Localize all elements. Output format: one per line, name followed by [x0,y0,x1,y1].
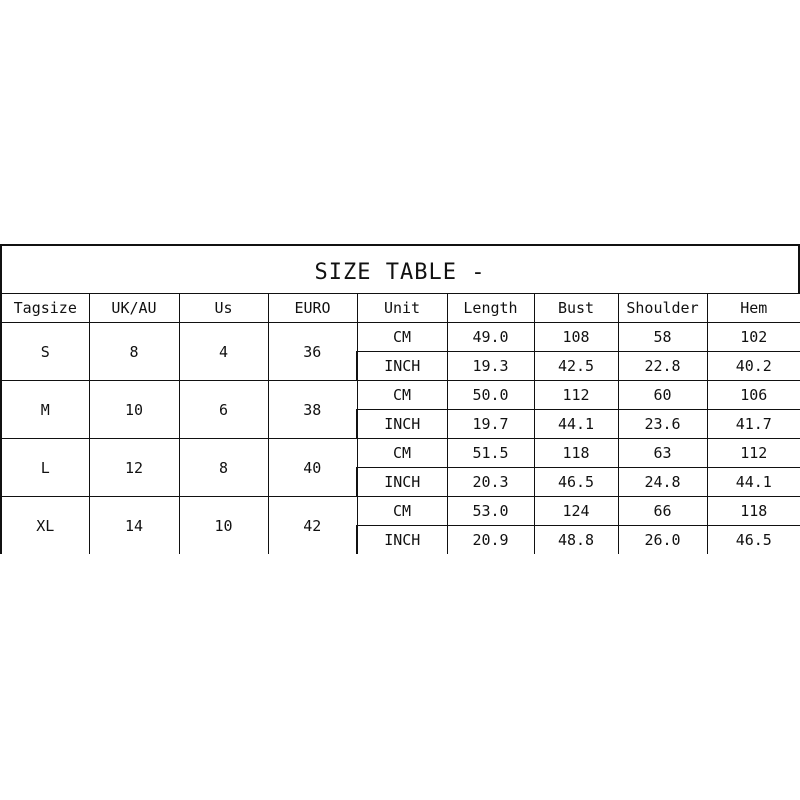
cell-bust: 42.5 [534,352,618,381]
cell-shoulder: 60 [618,381,707,410]
cell-hem: 41.7 [707,410,800,439]
cell-length: 53.0 [447,497,534,526]
cell-length: 51.5 [447,439,534,468]
header-euro: EURO [268,294,357,323]
cell-unit: INCH [357,410,447,439]
header-shoulder: Shoulder [618,294,707,323]
table-row-xl-cm [1,497,800,526]
cell-euro: 42 [268,497,357,555]
cell-shoulder: 24.8 [618,468,707,497]
cell-hem: 112 [707,439,800,468]
header-unit: Unit [357,294,447,323]
table-title: SIZE TABLE - [314,260,486,285]
title-bar [0,244,800,293]
cell-us: 8 [179,439,268,497]
cell-length: 19.3 [447,352,534,381]
cell-hem: 44.1 [707,468,800,497]
cell-length: 50.0 [447,381,534,410]
cell-unit: INCH [357,352,447,381]
table-row-m-cm [1,381,800,410]
cell-bust: 124 [534,497,618,526]
cell-unit: CM [357,323,447,352]
cell-hem: 106 [707,381,800,410]
header-bust: Bust [534,294,618,323]
cell-length: 19.7 [447,410,534,439]
cell-bust: 112 [534,381,618,410]
cell-shoulder: 63 [618,439,707,468]
header-us: Us [179,294,268,323]
cell-unit: CM [357,497,447,526]
cell-uk-au: 12 [89,439,179,497]
cell-bust: 48.8 [534,526,618,555]
cell-shoulder: 22.8 [618,352,707,381]
cell-unit: CM [357,439,447,468]
cell-unit: INCH [357,526,447,555]
cell-bust: 46.5 [534,468,618,497]
cell-euro: 38 [268,381,357,439]
cell-length: 20.3 [447,468,534,497]
cell-us: 6 [179,381,268,439]
cell-tagsize: S [1,323,89,381]
header-tagsize: Tagsize [1,294,89,323]
cell-tagsize: XL [1,497,89,555]
cell-shoulder: 58 [618,323,707,352]
cell-bust: 44.1 [534,410,618,439]
header-hem: Hem [707,294,800,323]
cell-us: 10 [179,497,268,555]
header-row [1,294,800,323]
cell-uk-au: 8 [89,323,179,381]
cell-bust: 108 [534,323,618,352]
header-uk-au: UK/AU [89,294,179,323]
cell-length: 49.0 [447,323,534,352]
cell-bust: 118 [534,439,618,468]
table-row-s-cm [1,323,800,352]
cell-tagsize: M [1,381,89,439]
cell-hem: 102 [707,323,800,352]
size-table [0,293,800,554]
table-row-l-cm [1,439,800,468]
cell-uk-au: 14 [89,497,179,555]
cell-hem: 118 [707,497,800,526]
cell-tagsize: L [1,439,89,497]
cell-uk-au: 10 [89,381,179,439]
cell-euro: 40 [268,439,357,497]
cell-shoulder: 66 [618,497,707,526]
cell-unit: CM [357,381,447,410]
cell-us: 4 [179,323,268,381]
cell-euro: 36 [268,323,357,381]
header-length: Length [447,294,534,323]
cell-shoulder: 26.0 [618,526,707,555]
cell-shoulder: 23.6 [618,410,707,439]
size-table-container [0,244,800,554]
cell-hem: 46.5 [707,526,800,555]
cell-unit: INCH [357,468,447,497]
cell-length: 20.9 [447,526,534,555]
cell-hem: 40.2 [707,352,800,381]
